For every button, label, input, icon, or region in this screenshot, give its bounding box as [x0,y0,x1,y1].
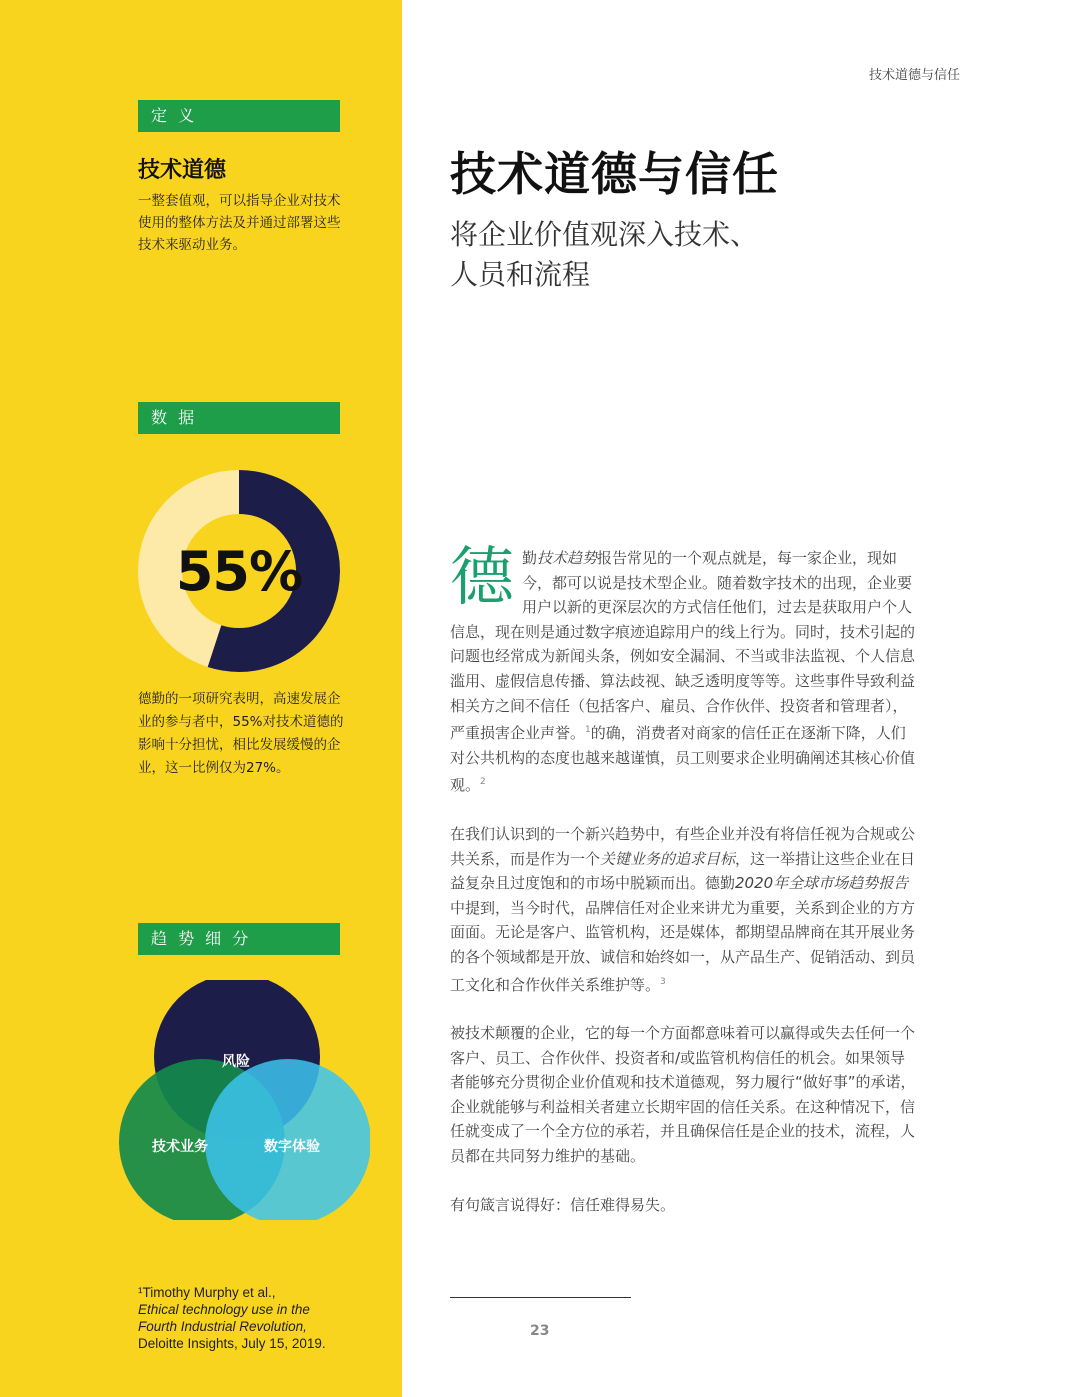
definition-text: 一整套值观，可以指导企业对技术使用的整体方法及并通过部署这些技术来驱动业务。 [138,193,341,253]
data-label: 数 据 [138,402,340,434]
definition-term: 技术道德 [138,158,227,183]
venn-label-tech-business: 技术业务 [152,1139,208,1155]
text-run: 报告常见的一个观点就是，每一家企业，现如今，都可以说是技术型企业。随着数字技术的出现，企业要用户以新的更深层次的方式信任他们，过去是获取用户个人信息，现在则是通过数字痕迹追踪用户的线上行为。同时，技术引起的问题也经常成为新闻头条，例如安全漏洞、不当或非法监视、个人信息滥用、虚假信息传播、算法歧视、缺乏透明度等等。这些事件导致利益相关方之间不信任（包括客户、雇员、合作伙伴、投资者和管理者），严重损害企业声誉。 [450,549,916,743]
paragraph-3: 被技术颠覆的企业，它的每一个方面都意味着可以赢得或失去任何一个客户、员工、合作伙伴、投资者和/或监管机构信任的机会。如果领导者能够充分贯彻企业价值观和技术道德观，努力履行“做好事”的承诺，企业就能够与利益相关者建立长期牢固的信任关系。在这种情况下，信任就变成了一个全方位的承若，并且确保信任是企业的技术，流程，人员都在共同努力维护的基础。 [450,1024,916,1166]
text-run: 的确，消费者对商家的信任正在逐渐下降，人们对公共机构的态度也越来越谨慎，员工则要求企业明确阐述其核心价值观。 [450,724,916,795]
footnote [138,1284,368,1352]
text-run: 中提到，当今时代，品牌信任对企业来讲尤为重要，关系到企业的方方面面。无论是客户、监管机构，还是媒体，都期望品牌商在其开展业务的各个领域都是开放、诚信和始终如一，从产品生产、促销活动、到员工文化和合作伙伴关系维护等。 [450,898,916,994]
subtitle-line: 将企业价值观深入技术、 [450,218,759,251]
paragraph-4: 有句箴言说得好：信任难得易失。 [450,1195,676,1214]
definition-label: 定 义 [138,100,340,132]
paragraph-1 [450,541,920,798]
footnote-ref: 3 [660,976,666,987]
footnote-line: Ethical technology use in the [138,1302,310,1317]
text-run-italic: 关键业务的追求目标 [600,849,736,868]
venn-label-digital-experience: 数字体验 [264,1139,320,1155]
page-number: 23 [530,1323,550,1339]
text-run-italic: 技术趋势 [537,549,598,567]
page-title: 技术道德与信任 [450,147,779,201]
text-run: 在我们认识到的一个新兴趋势中，有些企业并没有将信任视为合规或公共关系，而是作为一个 [450,824,916,868]
donut-percent-text: 55% [175,540,303,603]
venn-diagram [110,980,370,1220]
page-subtitle [450,215,870,295]
venn-label-risk: 风险 [222,1054,250,1070]
footnote-line: ¹Timothy Murphy et al., [138,1285,276,1300]
text-run: ，这一举措让这些企业在日益复杂且过度饱和的市场中脱颖而出。德勤 [450,849,916,893]
footnote-ref: 1 [585,725,591,736]
footnote-line: Fourth Industrial Revolution, [138,1319,307,1334]
text-run: 勤 [522,549,538,567]
paragraph-2 [450,822,920,997]
data-text: 德勤的一项研究表明，高速发展企业的参与者中，55%对技术道德的影响十分担忧，相比发展缓慢的企业，这一比例仅为27%。 [138,691,344,776]
trends-label: 趋 势 细 分 [138,923,340,955]
footnote-line: Deloitte Insights, July 15, 2019. [138,1336,326,1351]
subtitle-line: 人员和流程 [450,258,591,291]
text-run-italic: 2020年全球市场趋势报告 [735,874,909,893]
footnote-rule [450,1297,631,1298]
dropcap: 德 [450,541,514,615]
body-text [450,541,920,1241]
running-header: 技术道德与信任 [868,68,960,83]
footnote-ref: 2 [480,777,486,788]
